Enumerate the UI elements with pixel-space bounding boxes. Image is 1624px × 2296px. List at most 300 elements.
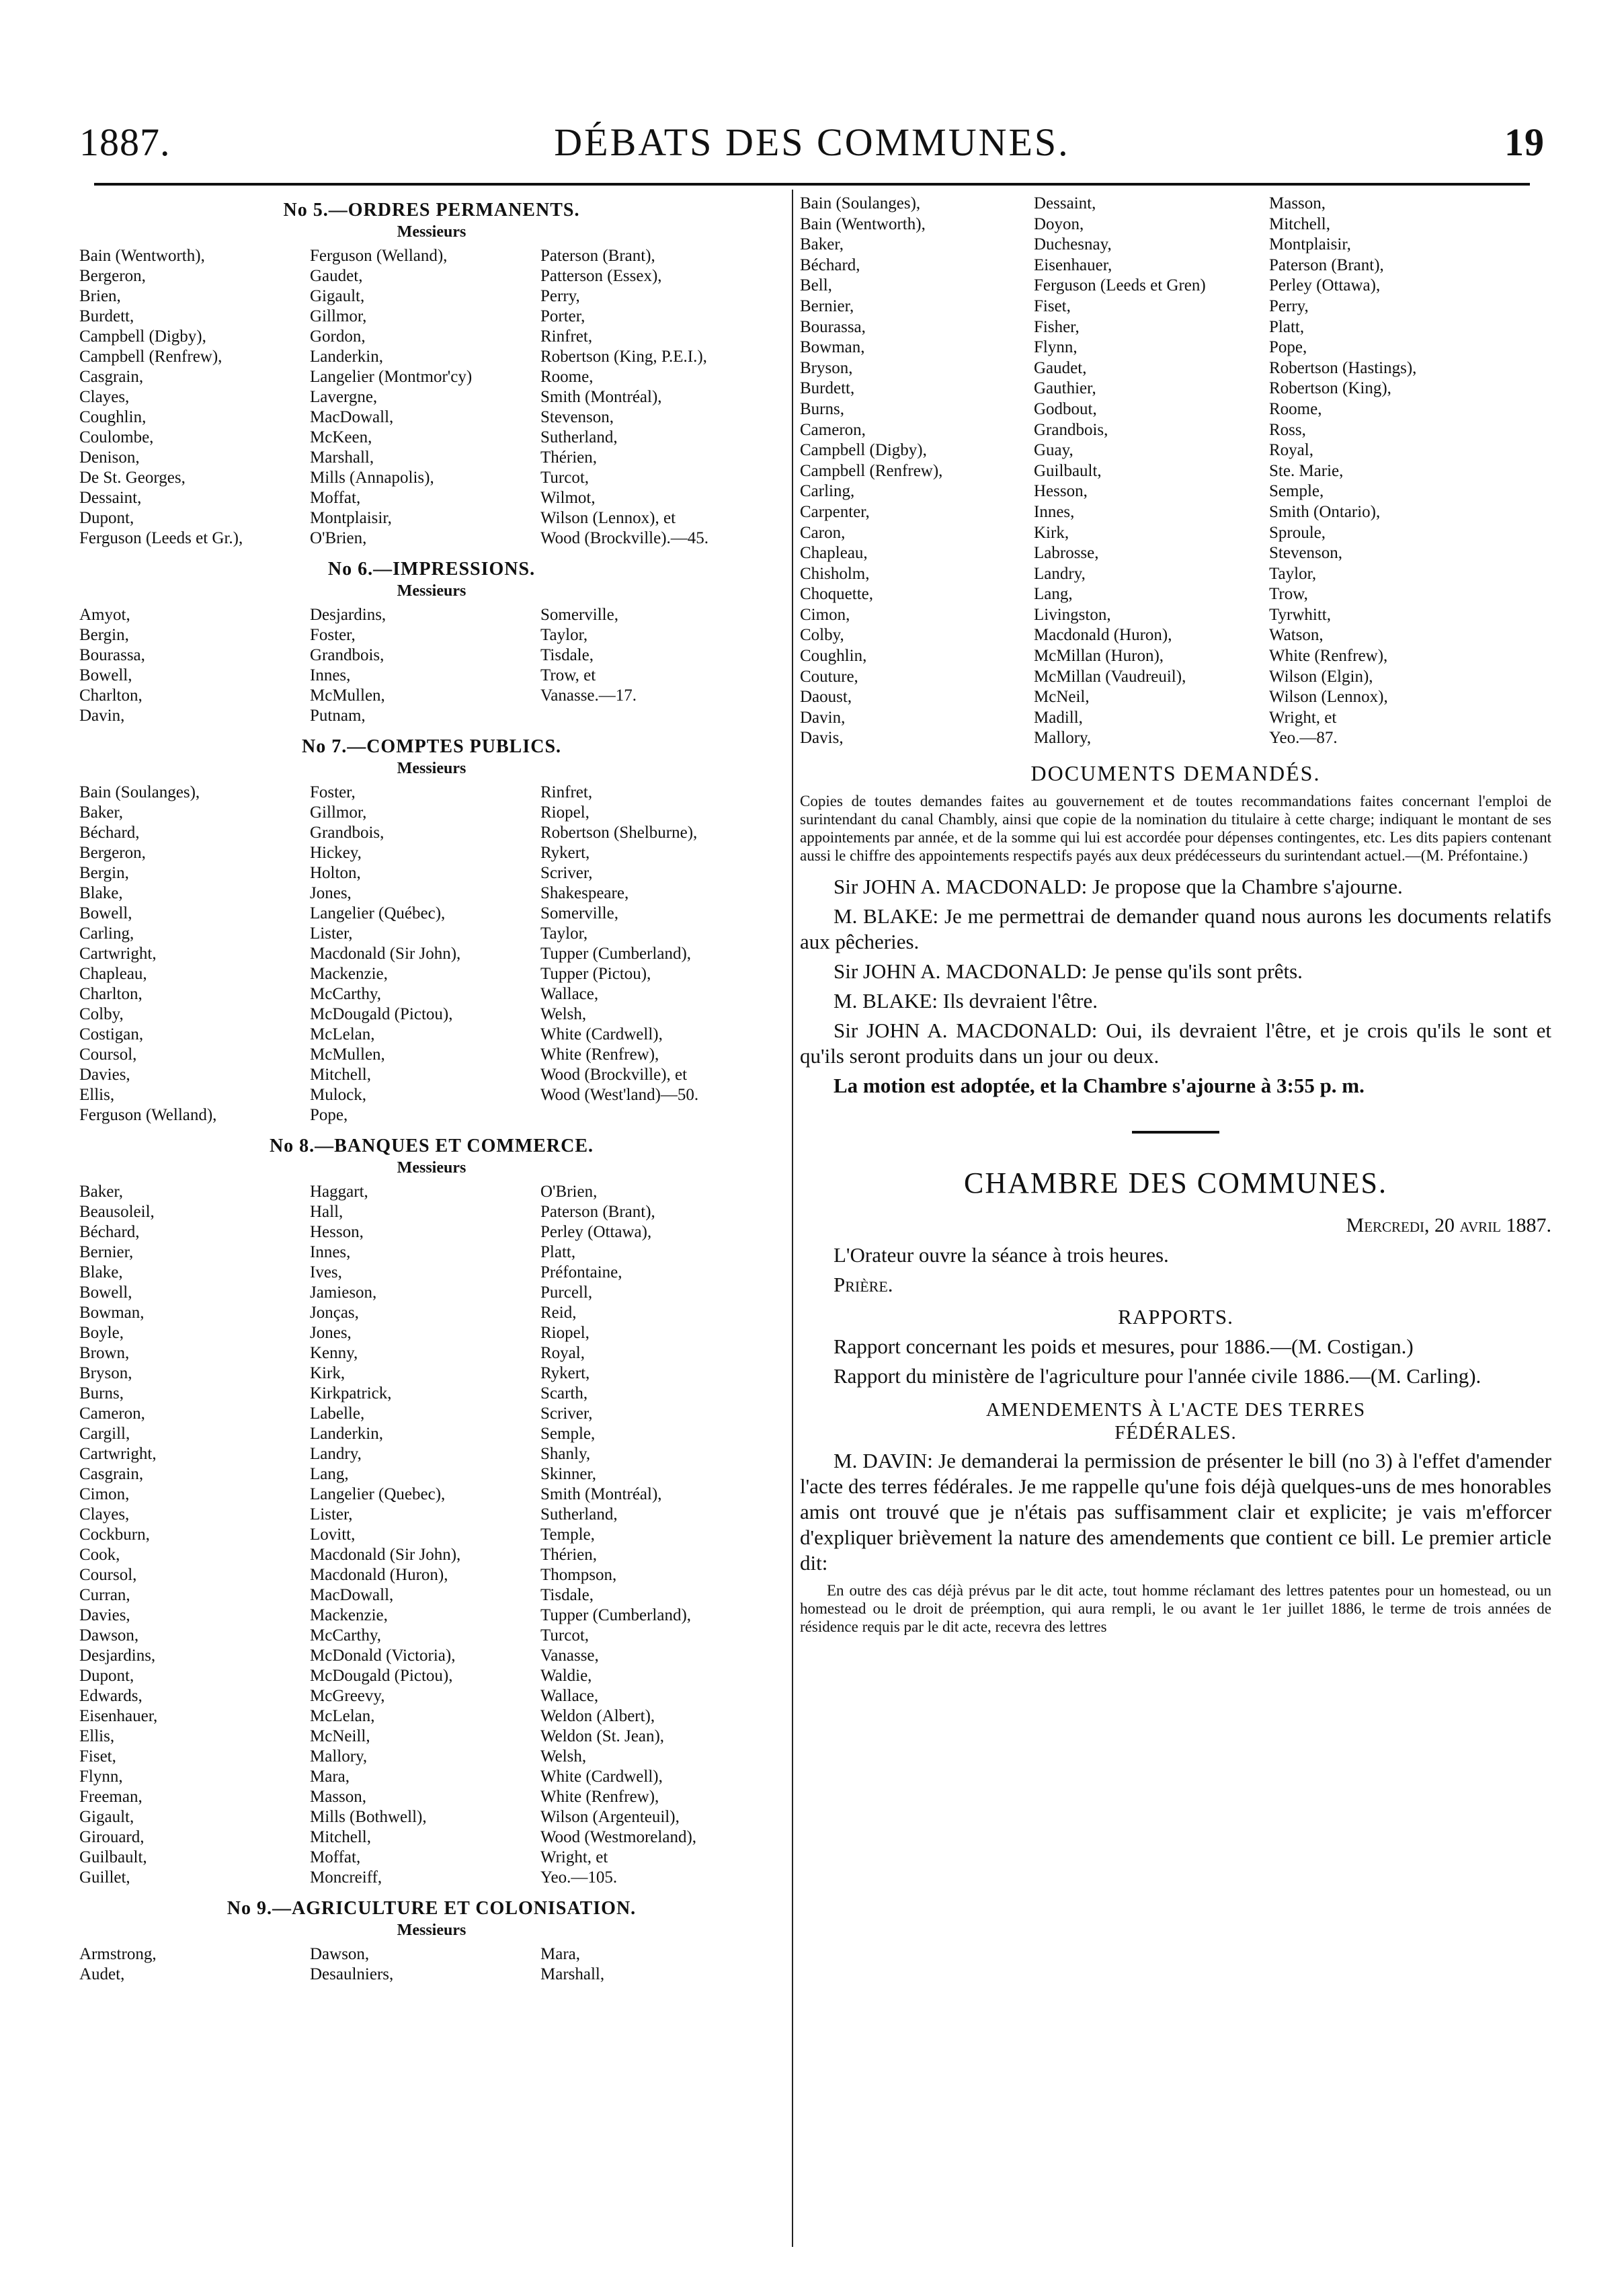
member-name: Béchard, — [79, 1223, 140, 1241]
member-name: Sutherland, — [540, 1505, 618, 1523]
member-name: Cimon, — [79, 1485, 130, 1503]
member-name: Montplaisir, — [310, 509, 392, 527]
member-name: Bowell, — [79, 666, 132, 684]
member-name: Wallace, — [540, 985, 599, 1003]
report-item: Rapport concernant les poids et mesures, pour 1886.—(M. Costigan.) — [834, 1335, 1414, 1359]
member-column — [800, 194, 1034, 749]
member-name: Bowell, — [79, 1283, 132, 1302]
member-name: Landry, — [1034, 564, 1086, 583]
member-name: O'Brien, — [540, 1183, 598, 1201]
member-name: Wood (Brockville), et — [540, 1066, 688, 1084]
member-name: Flynn, — [79, 1768, 123, 1786]
member-name: Paterson (Brant), — [540, 247, 655, 265]
member-column — [310, 1182, 540, 1888]
member-name: Guilbault, — [79, 1848, 147, 1866]
member-name: Bain (Soulanges), — [800, 194, 921, 212]
amendments-title-line-2: FÉDÉRALES. — [1114, 1422, 1237, 1444]
left-column — [79, 199, 784, 1985]
documents-title: DOCUMENTS DEMANDÉS. — [1030, 761, 1321, 786]
member-name: Rinfret, — [540, 327, 593, 346]
member-name: Thompson, — [540, 1566, 617, 1584]
member-name: Macdonald (Sir John), — [310, 1546, 461, 1564]
member-name: McNeill, — [310, 1727, 370, 1745]
member-name: Mills (Bothwell), — [310, 1808, 427, 1826]
member-name: Langelier (Québec), — [310, 904, 446, 922]
member-name: Paterson (Brant), — [540, 1203, 655, 1221]
member-name: Landry, — [310, 1445, 362, 1463]
member-name: Bain (Wentworth), — [800, 214, 926, 233]
member-name: White (Renfrew), — [540, 1788, 659, 1806]
member-name: Campbell (Digby), — [800, 441, 927, 460]
committee-subtitle: Messieurs — [397, 582, 466, 600]
member-name: Yeo.—105. — [540, 1868, 618, 1887]
member-name: Davis, — [800, 729, 844, 748]
header-title: DÉBATS DES COMMUNES. — [554, 120, 1070, 164]
member-name: Burns, — [79, 1384, 124, 1402]
debate-paragraph: La motion est adoptée, et la Chambre s'ajourne à 3:55 p. m. — [834, 1074, 1365, 1098]
member-name: Wallace, — [540, 1687, 599, 1705]
member-grid — [79, 1944, 784, 1985]
member-name: Coughlin, — [79, 408, 147, 426]
member-name: Freeman, — [79, 1788, 143, 1806]
member-name: Carpenter, — [800, 502, 870, 521]
member-name: Campbell (Renfrew), — [800, 461, 943, 480]
member-name: Blake, — [79, 1263, 123, 1281]
member-name: Baker, — [79, 1183, 123, 1201]
reports-list — [800, 1334, 1551, 1389]
member-name: Curran, — [79, 1586, 130, 1604]
member-name: Perley (Ottawa), — [1269, 276, 1381, 295]
member-name: Taylor, — [540, 924, 588, 943]
member-name: McMullen, — [310, 686, 385, 705]
member-grid — [79, 605, 784, 726]
debate-paragraph: Sir JOHN A. MACDONALD: Oui, ils devraient l'être, et je crois qu'ils le sont et qu'ils seront produits dans un jour ou deux. — [800, 1019, 1551, 1068]
member-column — [79, 605, 310, 726]
member-name: Amyot, — [79, 606, 130, 624]
member-name: Livingston, — [1034, 605, 1111, 624]
member-name: Semple, — [540, 1425, 596, 1443]
member-name: Campbell (Digby), — [79, 327, 206, 346]
header-year: 1887. — [79, 120, 171, 164]
member-name: MacDowall, — [310, 408, 394, 426]
member-name: Sproule, — [1269, 523, 1326, 542]
member-name: Mallory, — [1034, 729, 1092, 748]
committee-title: No 5.—ORDRES PERMANENTS. — [283, 200, 580, 221]
member-name: Pope, — [1269, 338, 1307, 357]
member-name: Foster, — [310, 626, 356, 644]
member-name: Paterson (Brant), — [1269, 255, 1384, 274]
member-name: Wood (Brockville).—45. — [540, 529, 709, 547]
member-name: Welsh, — [540, 1005, 587, 1023]
member-name: McDougald (Pictou), — [310, 1005, 453, 1023]
member-name: Guay, — [1034, 441, 1073, 460]
member-name: Davin, — [79, 707, 125, 725]
member-name: Vanasse, — [540, 1647, 599, 1665]
committee-title: No 6.—IMPRESSIONS. — [327, 559, 536, 580]
member-name: Campbell (Renfrew), — [79, 348, 222, 366]
member-name: Taylor, — [540, 626, 588, 644]
member-name: Dessaint, — [79, 489, 142, 507]
sitting-date: Mercredi, 20 avril 1887. — [1346, 1214, 1551, 1237]
member-name: Bryson, — [79, 1364, 132, 1382]
documents-text: Copies de toutes demandes faites au gouvernement et de toutes recommandations faites concernant l'emploi de surintendant du canal Chambly, ainsi que copie de la nomination du titulaire à cette charge; indiquant le montant de ses appointements par année, et de la somme qui lui est accordée pour dépenses contingentes, etc. Les dits papiers contenant aussi le chiffre des appointements respectifs payés aux deux prédécesseurs du surintendant actuel.—(M. Préfontaine.) — [800, 793, 1551, 865]
member-name: Daoust, — [800, 688, 852, 707]
member-name: Coughlin, — [800, 647, 867, 666]
member-name: Caron, — [800, 523, 846, 542]
member-name: Macdonald (Huron), — [310, 1566, 448, 1584]
member-name: Denison, — [79, 448, 140, 467]
member-name: Royal, — [1269, 441, 1313, 460]
member-column — [310, 1944, 540, 1985]
member-name: Platt, — [1269, 317, 1305, 336]
member-column — [79, 1182, 310, 1888]
member-name: Turcot, — [540, 469, 590, 487]
member-name: Weldon (St. Jean), — [540, 1727, 665, 1745]
committee-subtitle: Messieurs — [397, 1922, 466, 1939]
member-name: Innes, — [310, 1243, 351, 1261]
member-name: Brown, — [79, 1344, 130, 1362]
member-name: Trow, — [1269, 585, 1308, 604]
debate-paragraphs — [800, 874, 1551, 1099]
member-name: Ferguson (Welland), — [310, 247, 448, 265]
member-name: Madill, — [1034, 708, 1083, 727]
member-name: Langelier (Montmor'cy) — [310, 368, 473, 386]
bill-quote: En outre des cas déjà prévus par le dit acte, tout homme réclamant des lettres patentes pour un homestead, ou un homestead ou le droit de préemption, qui aura rempli, le ou avant le 1er juillet 1886, le terme de trois années de résidence requis par le dit acte, recevra des lettres — [800, 1582, 1551, 1636]
member-name: Béchard, — [800, 255, 860, 274]
member-name: Dawson, — [310, 1945, 370, 1963]
member-name: Ross, — [1269, 420, 1306, 439]
member-name: Gaudet, — [310, 267, 363, 285]
member-name: McLelan, — [310, 1707, 375, 1725]
member-name: Perley (Ottawa), — [540, 1223, 652, 1241]
member-name: McGreevy, — [310, 1687, 385, 1705]
member-name: Mara, — [540, 1945, 580, 1963]
member-name: Riopel, — [540, 803, 590, 822]
member-name: Béchard, — [79, 824, 140, 842]
member-name: Beausoleil, — [79, 1203, 155, 1221]
member-column — [79, 783, 310, 1125]
member-name: Taylor, — [1269, 564, 1317, 583]
member-name: McLelan, — [310, 1025, 375, 1043]
committee-section — [79, 736, 784, 1125]
member-name: Dupont, — [79, 1667, 134, 1685]
opening-line: L'Orateur ouvre la séance à trois heures. — [834, 1243, 1169, 1267]
member-name: Davies, — [79, 1606, 130, 1624]
member-name: Porter, — [540, 307, 585, 325]
member-name: Haggart, — [310, 1183, 368, 1201]
member-name: Robertson (King), — [1269, 379, 1391, 398]
member-name: McCarthy, — [310, 985, 381, 1003]
report-item: Rapport du ministère de l'agriculture pour l'année civile 1886.—(M. Carling). — [834, 1364, 1481, 1388]
member-name: Thérien, — [540, 448, 597, 467]
member-column — [79, 1944, 310, 1985]
continued-member-list — [800, 194, 1551, 749]
member-name: Vanasse.—17. — [540, 686, 637, 705]
member-name: Tupper (Cumberland), — [540, 945, 692, 963]
member-name: Shanly, — [540, 1445, 591, 1463]
committee-subtitle: Messieurs — [397, 1159, 466, 1177]
member-name: Shakespeare, — [540, 884, 629, 902]
member-name: O'Brien, — [310, 529, 367, 547]
member-name: MacDowall, — [310, 1586, 394, 1604]
member-name: Tupper (Pictou), — [540, 965, 651, 983]
member-name: Coulombe, — [79, 428, 154, 446]
member-name: Grandbois, — [310, 824, 384, 842]
member-name: Bain (Soulanges), — [79, 783, 200, 801]
member-name: Mills (Annapolis), — [310, 469, 434, 487]
member-name: Purcell, — [540, 1283, 593, 1302]
member-name: Jamieson, — [310, 1283, 377, 1302]
member-name: Chapleau, — [800, 544, 868, 563]
member-name: Roome, — [1269, 399, 1322, 418]
member-name: Tisdale, — [540, 1586, 594, 1604]
member-name: Bernier, — [800, 296, 854, 315]
member-name: Smith (Montréal), — [540, 388, 662, 406]
member-column — [1034, 194, 1269, 749]
member-name: Cartwright, — [79, 1445, 157, 1463]
member-name: Masson, — [310, 1788, 367, 1806]
member-name: Clayes, — [79, 1505, 130, 1523]
committee-title: No 9.—AGRICULTURE ET COLONISATION. — [227, 1898, 637, 1919]
member-name: Eisenhauer, — [1034, 255, 1112, 274]
member-name: Dessaint, — [1034, 194, 1096, 212]
section-separator — [1132, 1131, 1219, 1134]
member-name: White (Renfrew), — [540, 1045, 659, 1064]
member-name: Kirkpatrick, — [310, 1384, 392, 1402]
member-name: Doyon, — [1034, 214, 1084, 233]
member-name: Landerkin, — [310, 1425, 383, 1443]
member-name: Gaudet, — [1034, 358, 1087, 377]
member-name: McMillan (Vaudreuil), — [1034, 667, 1186, 686]
committee-title: No 7.—COMPTES PUBLICS. — [301, 736, 562, 757]
member-name: Scriver, — [540, 1404, 593, 1423]
member-name: Holton, — [310, 864, 361, 882]
member-name: Burdett, — [800, 379, 855, 398]
member-name: Colby, — [79, 1005, 124, 1023]
committee-section — [79, 558, 784, 726]
member-name: Edwards, — [79, 1687, 143, 1705]
member-name: Clayes, — [79, 388, 130, 406]
member-name: Hickey, — [310, 844, 362, 862]
member-name: Lister, — [310, 924, 353, 943]
member-name: Kirk, — [310, 1364, 346, 1382]
member-name: Mara, — [310, 1768, 350, 1786]
member-name: McKeen, — [310, 428, 372, 446]
member-name: Bergin, — [79, 626, 129, 644]
member-name: Desjardins, — [310, 606, 387, 624]
member-column — [310, 605, 540, 726]
member-name: Pope, — [310, 1106, 348, 1124]
member-name: Charlton, — [79, 686, 143, 705]
member-name: Burdett, — [79, 307, 134, 325]
member-name: Boyle, — [79, 1324, 124, 1342]
member-name: Cameron, — [800, 420, 866, 439]
member-column — [79, 246, 310, 549]
member-name: Labelle, — [310, 1404, 365, 1423]
member-name: Baker, — [79, 803, 123, 822]
member-name: Waldie, — [540, 1667, 592, 1685]
member-name: Gillmor, — [310, 307, 367, 325]
member-name: Baker, — [800, 235, 844, 254]
reports-title: RAPPORTS. — [1118, 1305, 1233, 1329]
member-name: Jonças, — [310, 1304, 359, 1322]
member-name: Putnam, — [310, 707, 366, 725]
member-name: Innes, — [310, 666, 351, 684]
member-name: Bergeron, — [79, 844, 146, 862]
member-column — [540, 1944, 784, 1985]
member-name: Gigault, — [310, 287, 365, 305]
member-name: Cargill, — [79, 1425, 130, 1443]
member-name: Ferguson (Leeds et Gren) — [1034, 276, 1206, 295]
member-name: Foster, — [310, 783, 356, 801]
member-name: Bowman, — [800, 338, 865, 357]
member-name: Chapleau, — [79, 965, 147, 983]
member-name: Rykert, — [540, 1364, 590, 1382]
member-name: Fisher, — [1034, 317, 1080, 336]
member-name: Flynn, — [1034, 338, 1078, 357]
member-name: Yeo.—87. — [1269, 729, 1338, 748]
member-name: Bell, — [800, 276, 832, 295]
member-name: Ste. Marie, — [1269, 461, 1344, 480]
member-name: Marshall, — [310, 448, 374, 467]
member-name: Semple, — [1269, 482, 1324, 501]
member-name: Temple, — [540, 1526, 595, 1544]
member-name: Turcot, — [540, 1626, 590, 1645]
member-name: Rinfret, — [540, 783, 593, 801]
member-name: Audet, — [79, 1965, 125, 1983]
member-name: Wilmot, — [540, 489, 596, 507]
member-name: Wood (Westmoreland), — [540, 1828, 697, 1846]
member-name: Duchesnay, — [1034, 235, 1112, 254]
member-name: Charlton, — [79, 985, 143, 1003]
member-column — [310, 246, 540, 549]
committee-section — [79, 1897, 784, 1985]
member-name: Desjardins, — [79, 1647, 156, 1665]
member-name: Choquette, — [800, 585, 874, 604]
member-name: Gauthier, — [1034, 379, 1096, 398]
member-column — [540, 246, 784, 549]
member-name: Lister, — [310, 1505, 353, 1523]
member-name: Thérien, — [540, 1546, 597, 1564]
member-name: Dupont, — [79, 509, 134, 527]
member-name: White (Cardwell), — [540, 1768, 663, 1786]
member-name: Ferguson (Leeds et Gr.), — [79, 529, 243, 547]
member-name: Guilbault, — [1034, 461, 1102, 480]
member-name: Skinner, — [540, 1465, 597, 1483]
member-name: Ives, — [310, 1263, 342, 1281]
member-name: De St. Georges, — [79, 469, 186, 487]
member-name: Bowell, — [79, 904, 132, 922]
member-name: Masson, — [1269, 194, 1326, 212]
member-name: Bryson, — [800, 358, 853, 377]
member-name: Tupper (Cumberland), — [540, 1606, 692, 1624]
member-grid — [79, 783, 784, 1125]
member-name: Kirk, — [1034, 523, 1069, 542]
member-name: Macdonald (Huron), — [1034, 626, 1172, 645]
member-name: Bourassa, — [79, 646, 145, 664]
member-name: Hesson, — [310, 1223, 364, 1241]
header-rule — [94, 183, 1530, 186]
member-name: Bernier, — [79, 1243, 134, 1261]
member-name: Riopel, — [540, 1324, 590, 1342]
member-name: Ellis, — [79, 1727, 115, 1745]
member-name: Desaulniers, — [310, 1965, 394, 1983]
member-name: Costigan, — [79, 1025, 144, 1043]
member-name: Chisholm, — [800, 564, 870, 583]
member-name: Colby, — [800, 626, 844, 645]
amendments-title-line-1: AMENDEMENTS À L'ACTE DES TERRES — [985, 1399, 1366, 1421]
debate-paragraph: M. BLAKE: Je me permettrai de demander quand nous aurons les documents relatifs aux pêcheries. — [800, 904, 1551, 954]
member-name: Lovitt, — [310, 1526, 356, 1544]
member-name: Casgrain, — [79, 1465, 144, 1483]
member-name: Cook, — [79, 1546, 120, 1564]
member-name: Hall, — [310, 1203, 343, 1221]
member-name: Hesson, — [1034, 482, 1088, 501]
member-name: Mackenzie, — [310, 1606, 388, 1624]
member-column — [1269, 194, 1551, 749]
member-name: Roome, — [540, 368, 594, 386]
member-name: Mitchell, — [1269, 214, 1330, 233]
member-name: Jones, — [310, 884, 352, 902]
member-name: Mulock, — [310, 1086, 367, 1104]
member-name: Wilson (Argenteuil), — [540, 1808, 680, 1826]
member-name: Stevenson, — [540, 408, 614, 426]
member-name: McDougald (Pictou), — [310, 1667, 453, 1685]
member-name: Robertson (Hastings), — [1269, 358, 1417, 377]
member-name: Fiset, — [79, 1747, 116, 1766]
member-name: Macdonald (Sir John), — [310, 945, 461, 963]
member-name: Casgrain, — [79, 368, 144, 386]
member-name: McNeil, — [1034, 688, 1090, 707]
member-name: Innes, — [1034, 502, 1075, 521]
member-name: Wright, et — [1269, 708, 1337, 727]
member-name: White (Cardwell), — [540, 1025, 663, 1043]
member-name: Robertson (King, P.E.I.), — [540, 348, 707, 366]
member-name: Ellis, — [79, 1086, 115, 1104]
member-name: Somerville, — [540, 606, 618, 624]
member-name: Lavergne, — [310, 388, 378, 406]
member-name: Cimon, — [800, 605, 850, 624]
member-name: Eisenhauer, — [79, 1707, 158, 1725]
member-name: Moffat, — [310, 489, 361, 507]
member-name: Couture, — [800, 667, 858, 686]
member-name: Armstrong, — [79, 1945, 157, 1963]
member-name: Perry, — [540, 287, 580, 305]
member-name: White (Renfrew), — [1269, 647, 1388, 666]
member-name: Cameron, — [79, 1404, 145, 1423]
member-grid — [79, 246, 784, 549]
member-column — [310, 783, 540, 1125]
member-name: Gillmor, — [310, 803, 367, 822]
member-name: Langelier (Quebec), — [310, 1485, 446, 1503]
member-name: Wright, et — [540, 1848, 608, 1866]
member-name: McMullen, — [310, 1045, 385, 1064]
member-name: Coursol, — [79, 1566, 137, 1584]
member-name: Gordon, — [310, 327, 366, 346]
member-name: Platt, — [540, 1243, 576, 1261]
committee-subtitle: Messieurs — [397, 223, 466, 241]
member-name: Brien, — [79, 287, 121, 305]
member-name: Wilson (Elgin), — [1269, 667, 1373, 686]
member-name: Wood (West'land)—50. — [540, 1086, 699, 1104]
member-name: Fiset, — [1034, 296, 1071, 315]
member-name: Bergeron, — [79, 267, 146, 285]
member-name: Blake, — [79, 884, 123, 902]
member-name: Smith (Ontario), — [1269, 502, 1381, 521]
member-name: Burns, — [800, 399, 844, 418]
member-name: Smith (Montréal), — [540, 1485, 662, 1503]
member-name: Carling, — [800, 482, 855, 501]
